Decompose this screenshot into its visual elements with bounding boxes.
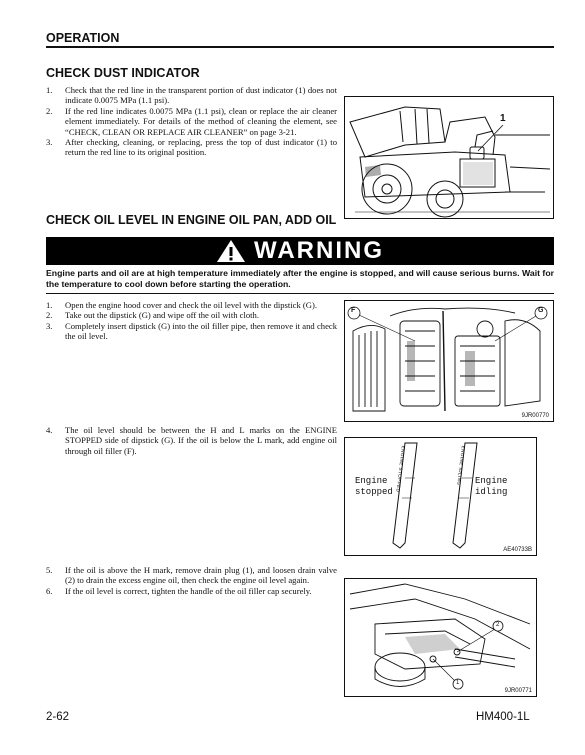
dipstick-stopped-text: ENGINE STOPPED [395, 445, 406, 493]
figure-code: 9JR00770 [521, 413, 549, 419]
list-item: 4. The oil level should be between the H and L marks on the ENGINE STOPPED side of dipstick (G). If the oil is below the L mark, add engine oil through oil filler (F). [46, 425, 337, 456]
dipstick-idling-text: ENGINE IDLING [456, 445, 466, 486]
callout-f: F [351, 307, 356, 314]
callout-1: 1 [500, 113, 506, 124]
callout-2: 2 [496, 622, 500, 628]
oil-level-step-4 [46, 425, 337, 456]
list-item: 1. Open the engine hood cover and check the oil level with the dipstick (G). [46, 300, 318, 310]
warning-text: Engine parts and oil are at high temperature immediately after the engine is stopped, and will cause serious burns. Wait for the temperature to cool down before starting the operation. [46, 268, 555, 289]
list-item: 2. If the red line indicates 0.0075 MPa (1.1 psi), clean or replace the air cleaner element immediately. For details of the method of cleaning the element, see “CHECK, CLEAN OR REPLACE AIR CLEANER” on page 3-21. [46, 105, 337, 137]
warning-rule [46, 293, 554, 294]
dust-indicator-figure [344, 96, 554, 219]
dipstick-figure [344, 437, 537, 556]
dump-truck-illustration [345, 97, 553, 218]
list-item: 1. Check that the red line in the transparent portion of dust indicator (1) does not indicate 0.0075 MPa (1.1 psi). [46, 85, 337, 106]
oil-level-heading: CHECK OIL LEVEL IN ENGINE OIL PAN, ADD OIL [46, 213, 337, 227]
callout-1-drain: 1 [456, 680, 460, 686]
list-item: 2. Take out the dipstick (G) and wipe off the oil with cloth. [46, 310, 259, 321]
list-item: 5. If the oil is above the H mark, remove drain plug (1), and loosen drain valve (2) to drain the excess engine oil, then check the engine oil level again. [46, 565, 337, 586]
page-number: 2-62 [46, 711, 70, 723]
drain-figure [344, 578, 537, 697]
engine-dipstick-figure [344, 300, 554, 422]
figure-code: AE40733B [503, 547, 532, 553]
section-title: OPERATION [46, 31, 120, 45]
list-item: 3. After checking, cleaning, or replacing, press the top of dust indicator (1) to return the red line to its original position. [46, 137, 337, 158]
callout-g: G [538, 307, 544, 314]
engine-illustration [345, 301, 553, 421]
engine-stopped-label: Engine stopped [355, 476, 393, 497]
oil-level-steps-5-6 [46, 565, 337, 596]
list-item: 3. Completely insert dipstick (G) into the oil filler pipe, then remove it and check the oil level. [46, 320, 337, 342]
warning-banner [46, 237, 554, 265]
figure-code: 9JR00771 [504, 688, 532, 694]
warning-triangle-icon [216, 239, 246, 263]
dust-indicator-steps [46, 85, 337, 158]
header-rule [46, 46, 554, 48]
model-name: HM400-1L [476, 711, 530, 723]
list-item: 6. If the oil level is correct, tighten the handle of the oil filler cap securely. [46, 585, 312, 596]
oil-pan-drain-illustration [345, 579, 536, 696]
oil-level-steps-1-3 [46, 300, 337, 342]
engine-idling-label: Engine idling [475, 476, 508, 497]
dust-indicator-heading: CHECK DUST INDICATOR [46, 66, 200, 80]
warning-label: WARNING [254, 237, 384, 264]
